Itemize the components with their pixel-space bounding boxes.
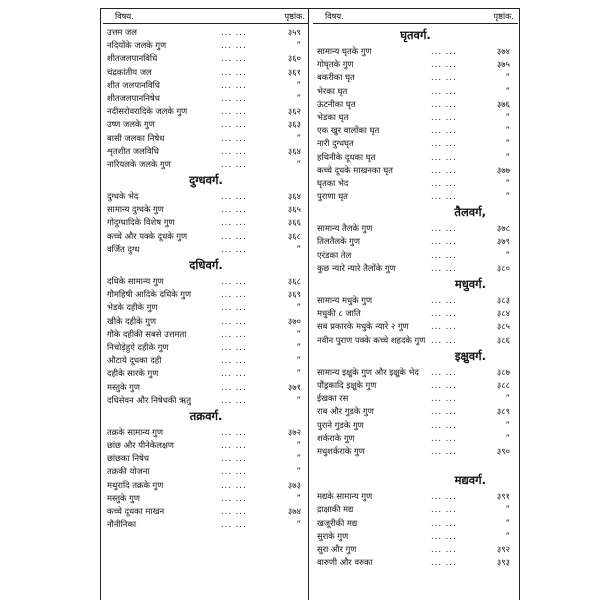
section-heading: तक्रवर्ग. xyxy=(189,408,223,423)
entry-dots: ... ... xyxy=(221,276,247,286)
entry-page-number: ३८३ xyxy=(496,295,510,305)
entry-dots: ... ... xyxy=(221,302,247,313)
entry-dots: ... ... xyxy=(221,145,247,156)
entry-dots: ... ... xyxy=(431,72,457,83)
entry-dots: ... ... xyxy=(221,40,247,51)
entry-page-number: ३९१ xyxy=(496,491,510,502)
entry-dots: ... ... xyxy=(431,517,457,528)
index-entry xyxy=(313,71,518,84)
left-entries xyxy=(103,26,309,531)
entry-page-number: ” xyxy=(296,355,301,366)
entry-title: पौंड्रकादि इक्षुके गुण xyxy=(317,379,377,390)
index-entry xyxy=(313,530,518,543)
entry-dots: ... ... xyxy=(431,406,457,417)
entry-page-number: ” xyxy=(296,492,301,503)
entry-dots: ... ... xyxy=(431,249,457,260)
entry-title: सामान्य मधुके गुण xyxy=(317,295,373,305)
index-entry xyxy=(313,294,518,307)
entry-page-number: ३८६ xyxy=(496,334,510,345)
index-entry xyxy=(313,320,518,333)
entry-dots: ... ... xyxy=(431,530,457,541)
index-entry xyxy=(103,39,309,52)
entry-title: गोदुग्धादिके विशेष गुण xyxy=(107,217,175,228)
entry-dots: ... ... xyxy=(221,79,247,90)
index-entry xyxy=(103,479,309,492)
entry-title: कुछ न्यारे न्यारे तैलोंके गुण xyxy=(317,262,396,273)
entry-title: सामान्य दुग्धके गुण xyxy=(107,204,164,215)
section-heading: तैलवर्ग, xyxy=(454,205,486,220)
entry-title: सामान्य इक्षुके गुण और इक्षुके भेद xyxy=(317,366,419,377)
entry-page-number: ” xyxy=(505,249,510,260)
index-entry xyxy=(313,366,518,379)
entry-dots: ... ... xyxy=(431,262,457,273)
entry-dots: ... ... xyxy=(221,191,247,202)
index-entry xyxy=(103,492,309,505)
index-entry xyxy=(103,315,309,328)
index-entry xyxy=(313,58,518,71)
entry-dots: ... ... xyxy=(431,379,457,390)
entry-dots: ... ... xyxy=(221,328,247,339)
subject-header: विषय. xyxy=(115,11,134,21)
entry-dots: ... ... xyxy=(221,27,247,37)
entry-page-number: ३६४ xyxy=(287,145,301,156)
entry-page-number: ” xyxy=(505,177,510,188)
index-entry xyxy=(103,105,309,118)
entry-title: मस्तुके गुण xyxy=(107,492,140,503)
index-entry xyxy=(103,132,309,145)
entry-title: दुग्धके भेद xyxy=(107,191,139,202)
entry-dots: ... ... xyxy=(431,445,457,456)
entry-page-number: ३६५ xyxy=(287,204,301,215)
entry-title: छांछका निषेध xyxy=(107,453,149,464)
entry-title: बासी जलका निषेध xyxy=(107,132,165,143)
entry-page-number: ” xyxy=(296,302,301,313)
index-entry xyxy=(103,328,309,341)
entry-title: वारुणी और वरुका xyxy=(317,557,373,568)
index-entry xyxy=(103,505,309,518)
entry-title: ईखका रस xyxy=(317,393,349,404)
entry-title: कच्चे दूधका माखन xyxy=(107,506,165,516)
entry-dots: ... ... xyxy=(221,492,247,503)
entry-page-number: ३८४ xyxy=(496,308,510,319)
entry-title: भेरका घृत xyxy=(317,85,348,96)
index-entry xyxy=(313,249,518,262)
entry-page-number: ” xyxy=(296,440,301,451)
entry-dots: ... ... xyxy=(431,366,457,377)
entry-page-number: ” xyxy=(296,158,301,169)
entry-title: कच्चे दूधके माखनका घृत xyxy=(317,164,393,175)
entry-dots: ... ... xyxy=(431,125,457,136)
entry-page-number: ” xyxy=(296,132,301,143)
entry-dots: ... ... xyxy=(221,381,247,392)
entry-dots: ... ... xyxy=(431,393,457,404)
entry-dots: ... ... xyxy=(221,341,247,352)
entry-dots: ... ... xyxy=(221,315,247,326)
entry-dots: ... ... xyxy=(221,519,247,530)
entry-title: तिलतैलके गुण xyxy=(317,236,360,247)
entry-page-number: ३६४ xyxy=(287,191,301,202)
entry-page-number: ” xyxy=(296,368,301,379)
entry-dots: ... ... xyxy=(221,355,247,366)
entry-page-number: ” xyxy=(505,504,510,515)
index-entry xyxy=(313,85,518,98)
entry-page-number: ” xyxy=(505,138,510,149)
entry-title: द्राक्षाकी मद्य xyxy=(317,504,354,515)
index-entry xyxy=(103,243,309,256)
index-entry xyxy=(103,66,309,79)
entry-dots: ... ... xyxy=(221,158,247,169)
entry-title: एक खुर वालोंका घृत xyxy=(317,125,380,136)
index-entry xyxy=(103,465,309,478)
entry-page-number: ” xyxy=(505,191,510,202)
entry-page-number: ३६० xyxy=(287,53,301,64)
index-entry xyxy=(313,98,518,111)
entry-page-number: ” xyxy=(296,394,301,405)
entry-title: गौके दहीकी सबसे उत्तमता xyxy=(107,328,187,339)
entry-title: दहीके सारके गुण xyxy=(107,368,159,379)
entry-dots: ... ... xyxy=(221,66,247,77)
index-entry xyxy=(103,394,309,407)
entry-title: एरंडका तेल xyxy=(317,249,352,260)
entry-dots: ... ... xyxy=(221,426,247,437)
index-entry xyxy=(313,222,518,235)
entry-page-number: ” xyxy=(505,530,510,541)
entry-dots: ... ... xyxy=(431,504,457,515)
entry-title: दधिसेवन और निषेधकी ऋतु xyxy=(107,394,192,405)
right-column-header xyxy=(313,9,518,24)
entry-page-number: ” xyxy=(505,432,510,443)
entry-title: शीतजलपानविधि xyxy=(107,53,158,64)
entry-title: मद्यके सामान्य गुण xyxy=(317,491,373,502)
entry-title: मस्तुके गुण xyxy=(107,381,140,392)
entry-page-number: ३८८ xyxy=(496,379,510,390)
entry-title: नदियोंके जलके गुण xyxy=(107,40,167,51)
entry-page-number: ” xyxy=(296,328,301,339)
entry-dots: ... ... xyxy=(221,506,247,516)
entry-title: भेडका घृत xyxy=(317,111,349,122)
entry-page-number: ३८९ xyxy=(496,406,510,417)
entry-dots: ... ... xyxy=(431,321,457,332)
entry-dots: ... ... xyxy=(431,85,457,96)
entry-dots: ... ... xyxy=(431,151,457,162)
entry-title: खजूरीकी मद्य xyxy=(317,517,358,528)
entry-dots: ... ... xyxy=(221,204,247,215)
entry-title: हथिनीके दूधका घृत xyxy=(317,151,376,162)
entry-dots: ... ... xyxy=(221,368,247,379)
entry-title: शृतशीत जलविधि xyxy=(107,145,159,156)
blank-row xyxy=(313,458,518,471)
entry-dots: ... ... xyxy=(221,106,247,117)
entry-title: सामान्य तैलके गुण xyxy=(317,223,373,234)
entry-title: भेडके दहीके गुण xyxy=(107,302,158,313)
index-entry xyxy=(103,301,309,314)
entry-page-number: ” xyxy=(296,466,301,477)
entry-title: चंद्रकांतीय जल xyxy=(107,66,152,77)
section-heading: इक्षुवर्ग. xyxy=(454,348,486,363)
entry-dots: ... ... xyxy=(221,53,247,64)
entry-title: दधिके सामान्य गुण xyxy=(107,276,164,286)
entry-title: उत्तम जल xyxy=(107,27,137,37)
entry-page-number: ” xyxy=(505,85,510,96)
entry-dots: ... ... xyxy=(431,308,457,319)
entry-title: औटाये दूधका दही xyxy=(107,355,162,366)
entry-title: छांछ और पीनेकेलक्षण xyxy=(107,440,174,451)
entry-dots: ... ... xyxy=(431,334,457,345)
entry-dots: ... ... xyxy=(431,164,457,175)
index-entry xyxy=(103,439,309,452)
left-column-header xyxy=(103,9,309,24)
index-entry xyxy=(313,445,518,458)
entry-page-number: ” xyxy=(505,393,510,404)
entry-title: शर्कराके गुण xyxy=(317,432,355,443)
entry-dots: ... ... xyxy=(221,243,247,254)
index-entry xyxy=(313,111,518,124)
index-entry xyxy=(103,354,309,367)
entry-page-number: ” xyxy=(505,111,510,122)
entry-page-number: ३७३ xyxy=(287,479,301,490)
entry-title: गोघृतके गुण xyxy=(317,59,354,70)
entry-dots: ... ... xyxy=(431,295,457,305)
entry-dots: ... ... xyxy=(221,394,247,405)
entry-dots: ... ... xyxy=(431,223,457,234)
index-entry xyxy=(103,145,309,158)
entry-page-number: ” xyxy=(296,40,301,51)
entry-dots: ... ... xyxy=(431,46,457,56)
index-entry xyxy=(103,275,309,288)
entry-dots: ... ... xyxy=(431,557,457,568)
index-entry xyxy=(313,177,518,190)
entry-title: नौनीनिका xyxy=(107,519,137,530)
entry-title: निचोड़ेहुऐ दहीके गुण xyxy=(107,341,169,352)
entry-title: मथुरादि तक्रके गुण xyxy=(107,479,164,490)
index-entry xyxy=(103,26,309,39)
entry-title: सुरा और गुण xyxy=(317,544,357,554)
entry-title: कच्चे और पक्के दूधके गुण xyxy=(107,230,188,241)
index-entry xyxy=(103,52,309,65)
entry-dots: ... ... xyxy=(431,544,457,554)
entry-page-number: ३९३ xyxy=(496,557,510,568)
entry-page-number: ३७५ xyxy=(496,59,510,70)
entry-title: घृतका भेद xyxy=(317,177,349,188)
index-entry xyxy=(313,235,518,248)
entry-page-number: ३६३ xyxy=(287,119,301,130)
entry-page-number: ” xyxy=(505,125,510,136)
entry-dots: ... ... xyxy=(221,479,247,490)
index-page xyxy=(100,8,520,600)
index-entry xyxy=(313,164,518,177)
index-entry xyxy=(313,137,518,150)
page-number-header: पृष्ठांक. xyxy=(284,11,305,21)
entry-page-number: ३९२ xyxy=(496,544,510,554)
entry-title: बकरीका घृत xyxy=(317,72,355,83)
entry-page-number: ३७७ xyxy=(496,164,510,175)
entry-dots: ... ... xyxy=(431,419,457,430)
index-entry xyxy=(103,426,309,439)
index-entry xyxy=(313,517,518,530)
entry-dots: ... ... xyxy=(431,491,457,502)
entry-page-number: ३७१ xyxy=(287,381,301,392)
entry-title: तक्रकी योजना xyxy=(107,466,150,477)
index-entry xyxy=(103,203,309,216)
entry-dots: ... ... xyxy=(221,453,247,464)
entry-page-number: ” xyxy=(296,243,301,254)
entry-title: पुराने गुडके गुण xyxy=(317,419,364,430)
entry-title: नदीसरोवरादिके जलके गुण xyxy=(107,106,188,117)
entry-title: सुराके गुण xyxy=(317,530,349,541)
entry-title: खीके दहीके गुण xyxy=(107,315,157,326)
page-number-header: पृष्ठांक. xyxy=(493,11,514,21)
entry-page-number: ३७० xyxy=(287,315,301,326)
entry-title: उष्ण जलके गुण xyxy=(107,119,155,130)
right-column xyxy=(313,9,518,569)
entry-dots: ... ... xyxy=(431,98,457,109)
entry-dots: ... ... xyxy=(431,191,457,202)
entry-dots: ... ... xyxy=(431,138,457,149)
index-entry xyxy=(313,419,518,432)
entry-title: नारियलके जलके गुण xyxy=(107,158,171,169)
entry-dots: ... ... xyxy=(431,111,457,122)
entry-page-number: ३८७ xyxy=(496,366,510,377)
index-entry xyxy=(313,543,518,556)
index-entry xyxy=(103,216,309,229)
entry-dots: ... ... xyxy=(431,432,457,443)
index-entry xyxy=(103,190,309,203)
entry-title: सामान्य घृतके गुण xyxy=(317,46,372,56)
entry-dots: ... ... xyxy=(221,217,247,228)
entry-title: मधुकी ८ जाति xyxy=(317,308,361,319)
entry-dots: ... ... xyxy=(221,289,247,300)
entry-dots: ... ... xyxy=(221,230,247,241)
index-entry xyxy=(313,392,518,405)
entry-page-number: ३७४ xyxy=(496,46,510,56)
entry-page-number: ३७२ xyxy=(287,426,301,437)
entry-title: राब और गुडके गुण xyxy=(317,406,374,417)
entry-dots: ... ... xyxy=(221,92,247,103)
entry-page-number: ३८५ xyxy=(496,321,510,332)
entry-title: शीत जलपानविधि xyxy=(107,79,160,90)
section-heading: दुग्धवर्ग. xyxy=(189,173,223,188)
entry-title: नवीन पुराण पक्के कच्चे शहदके गुण xyxy=(317,334,426,345)
entry-dots: ... ... xyxy=(431,59,457,70)
index-entry xyxy=(313,307,518,320)
entry-page-number: ३६८ xyxy=(287,230,301,241)
index-entry xyxy=(103,288,309,301)
entry-page-number: ३७९ xyxy=(496,236,510,247)
section-heading: मधुवर्ग. xyxy=(454,277,486,291)
left-column xyxy=(103,9,309,531)
entry-title: मधुशर्कराके गुण xyxy=(317,445,365,456)
entry-page-number: ३६६ xyxy=(287,217,301,228)
index-entry xyxy=(103,452,309,465)
index-entry xyxy=(313,124,518,137)
index-entry xyxy=(103,79,309,92)
entry-page-number: ” xyxy=(296,92,301,103)
index-entry xyxy=(313,151,518,164)
entry-dots: ... ... xyxy=(221,119,247,130)
entry-page-number: ३५९ xyxy=(287,27,301,37)
entry-page-number: ३६१ xyxy=(287,66,301,77)
entry-title: शीतजलपाननिषेध xyxy=(107,92,160,103)
entry-page-number: ३७८ xyxy=(496,223,510,234)
index-entry xyxy=(103,230,309,243)
index-entry xyxy=(313,405,518,418)
entry-title: सब प्रकारके मधुके न्यारे २ गुण xyxy=(317,321,409,332)
entry-page-number: ३६९ xyxy=(287,289,301,300)
entry-page-number: ३६२ xyxy=(287,106,301,117)
index-entry xyxy=(103,341,309,354)
index-entry xyxy=(103,92,309,105)
entry-title: गौमहिषी आदिके दधिके गुण xyxy=(107,289,192,300)
entry-title: नारी दुग्धघृत xyxy=(317,138,354,149)
index-entry xyxy=(313,379,518,392)
entry-dots: ... ... xyxy=(431,177,457,188)
entry-page-number: ” xyxy=(505,151,510,162)
entry-title: वर्जित दुग्ध xyxy=(107,243,140,254)
index-entry xyxy=(103,158,309,171)
entry-page-number: ” xyxy=(505,72,510,83)
index-entry xyxy=(103,381,309,394)
index-entry xyxy=(313,190,518,203)
entry-page-number: ” xyxy=(505,517,510,528)
index-entry xyxy=(313,556,518,569)
subject-header: विषय. xyxy=(325,11,344,21)
index-entry xyxy=(103,367,309,380)
entry-page-number: ” xyxy=(296,519,301,530)
section-heading: मद्यवर्ग. xyxy=(454,473,486,488)
entry-page-number: ” xyxy=(296,341,301,352)
entry-title: पुराणा घृत xyxy=(317,191,348,202)
index-entry xyxy=(103,518,309,531)
section-heading: दधिवर्ग. xyxy=(189,258,223,272)
entry-title: ऊंटनीका घृत xyxy=(317,98,356,109)
entry-page-number: ३६८ xyxy=(287,276,301,286)
entry-dots: ... ... xyxy=(221,440,247,451)
entry-dots: ... ... xyxy=(221,132,247,143)
entry-dots: ... ... xyxy=(431,236,457,247)
entry-page-number: ३७६ xyxy=(496,98,510,109)
entry-title: तक्रके सामान्य गुण xyxy=(107,426,164,437)
entry-page-number: ” xyxy=(296,453,301,464)
entry-dots: ... ... xyxy=(221,466,247,477)
index-entry xyxy=(313,45,518,58)
index-entry xyxy=(103,118,309,131)
entry-page-number: ” xyxy=(505,419,510,430)
entry-page-number: ३७४ xyxy=(287,506,301,516)
entry-page-number: ३९० xyxy=(496,445,510,456)
index-entry xyxy=(313,503,518,516)
index-entry xyxy=(313,490,518,503)
entry-page-number: ३८० xyxy=(496,262,510,273)
index-entry xyxy=(313,334,518,347)
index-entry xyxy=(313,262,518,275)
right-entries xyxy=(313,26,518,569)
section-heading: घृतवर्ग. xyxy=(400,28,431,42)
entry-page-number: ” xyxy=(296,79,301,90)
index-entry xyxy=(313,432,518,445)
